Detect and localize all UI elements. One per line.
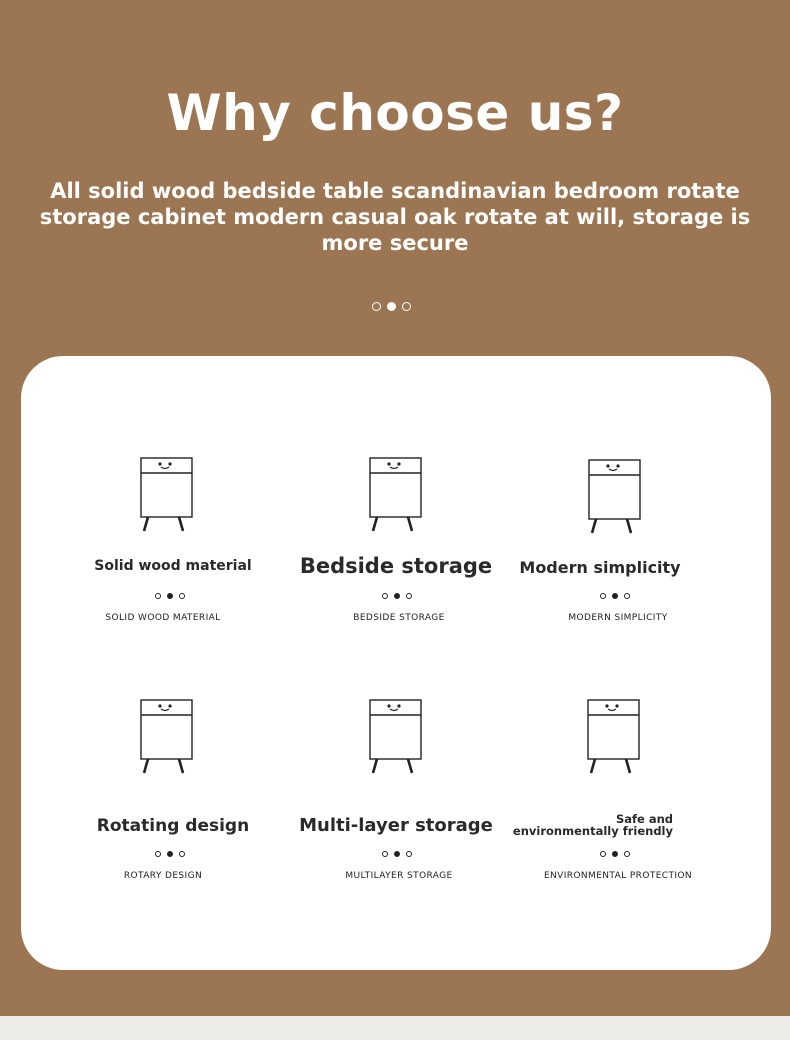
bedside-table-icon: [139, 698, 195, 776]
carousel-dot[interactable]: [372, 302, 381, 311]
carousel-dot-active[interactable]: [387, 302, 396, 311]
feature-subtitle: MULTILAYER STORAGE: [345, 871, 453, 881]
feature-subtitle: SOLID WOOD MATERIAL: [105, 613, 221, 623]
feature-subtitle: MODERN SIMPLICITY: [568, 613, 668, 623]
feature-dots: [155, 593, 185, 599]
dot: [406, 851, 412, 857]
bedside-table-icon: [368, 456, 424, 534]
feature-subtitle: ROTARY DESIGN: [123, 871, 203, 881]
bedside-table-icon: [368, 698, 424, 776]
feature-title: Rotating design: [96, 816, 250, 836]
dot-active: [612, 851, 618, 857]
carousel-dot[interactable]: [402, 302, 411, 311]
feature-title: Modern simplicity: [519, 558, 681, 577]
dot: [179, 593, 185, 599]
dot-active: [612, 593, 618, 599]
page-title: Why choose us?: [166, 84, 624, 142]
feature-subtitle: BEDSIDE STORAGE: [353, 613, 445, 623]
bedside-table-icon: [586, 698, 642, 776]
feature-title: Safe and environmentally friendly: [512, 812, 673, 838]
bedside-table-icon: [587, 458, 643, 536]
page-subtitle: All solid wood bedside table scandinavian bedroom rotate storage cabinet modern casual oak rotate at will, storage is more secure: [39, 179, 751, 255]
dot: [382, 593, 388, 599]
footer-strip: [0, 1016, 790, 1040]
feature-title: Bedside storage: [299, 554, 493, 578]
dot: [155, 593, 161, 599]
dot: [155, 851, 161, 857]
dot-active: [394, 851, 400, 857]
dot: [382, 851, 388, 857]
dot: [624, 593, 630, 599]
feature-dots: [600, 593, 630, 599]
features-card: [21, 356, 771, 970]
feature-dots: [155, 851, 185, 857]
dot-active: [394, 593, 400, 599]
feature-subtitle: ENVIRONMENTAL PROTECTION: [543, 871, 693, 881]
dot: [624, 851, 630, 857]
carousel-indicator[interactable]: [372, 302, 411, 311]
dot: [179, 851, 185, 857]
feature-dots: [600, 851, 630, 857]
dot: [600, 593, 606, 599]
dot-active: [167, 851, 173, 857]
feature-title: Solid wood material: [94, 558, 252, 574]
bedside-table-icon: [139, 456, 195, 534]
feature-dots: [382, 593, 412, 599]
dot: [406, 593, 412, 599]
feature-dots: [382, 851, 412, 857]
dot-active: [167, 593, 173, 599]
feature-title: Multi-layer storage: [299, 815, 493, 836]
dot: [600, 851, 606, 857]
